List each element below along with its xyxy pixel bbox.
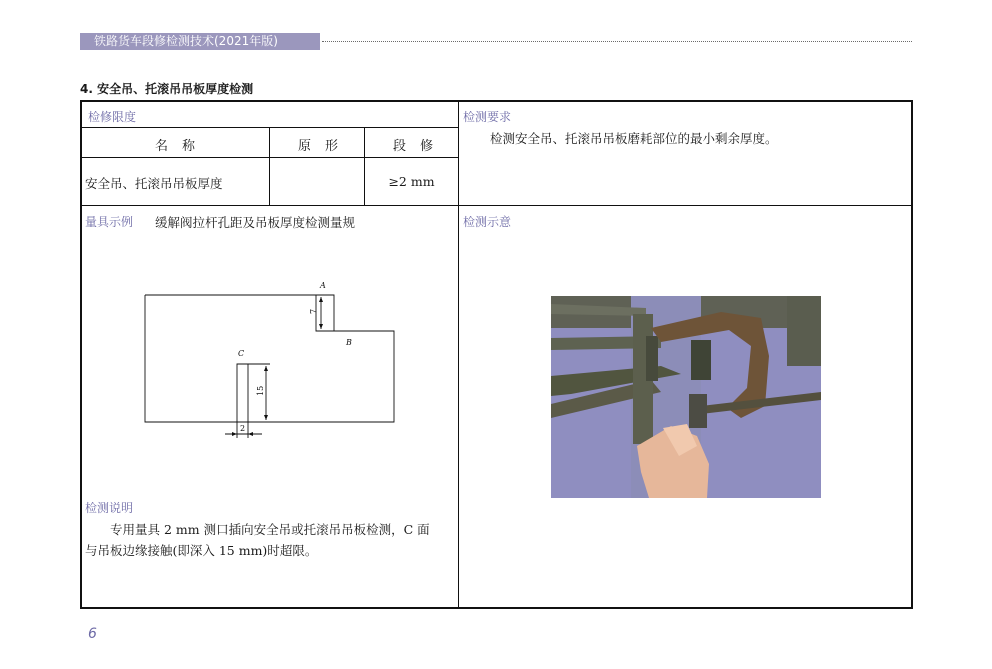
limits-row-name: 安全吊、托滚吊吊板厚度 <box>85 176 223 191</box>
requirement-label: 检测要求 <box>463 110 512 124</box>
arrow-c-bottom <box>264 415 268 420</box>
inspection-photo-drawing <box>551 296 821 498</box>
row-divider <box>81 205 912 206</box>
gauge-label: 量具示例 <box>85 215 134 229</box>
dim-a-value: 7 <box>309 308 318 314</box>
arrow-a-top <box>319 297 323 302</box>
arrow-a-bottom <box>319 324 323 329</box>
label-b: B <box>346 338 352 347</box>
explanation-label: 检测说明 <box>85 501 134 515</box>
col-header-repair: 段修 <box>392 139 447 154</box>
gauge-diagram <box>140 278 410 443</box>
label-a: A <box>320 281 326 290</box>
section-title: 4. 安全吊、托滚吊吊板厚度检测 <box>80 82 254 96</box>
gauge-outline <box>145 295 394 422</box>
header-dotted-rule <box>322 41 912 42</box>
arrow-width-left <box>232 432 237 436</box>
illustration-label: 检测示意 <box>463 215 512 229</box>
dim-c-value: 15 <box>256 385 265 396</box>
inspection-photo <box>551 296 821 498</box>
requirement-text: 检测安全吊、托滚吊吊板磨耗部位的最小剩余厚度。 <box>490 131 778 146</box>
label-c: C <box>238 349 245 358</box>
dim-width-value: 2 <box>240 424 246 433</box>
arrow-width-right <box>248 432 253 436</box>
running-header-tab <box>80 33 320 50</box>
page-number: 6 <box>88 626 97 642</box>
notch-a <box>316 295 334 331</box>
book-title: 铁路货车段修检测技术(2021年版) <box>94 34 278 48</box>
col-header-original: 原形 <box>297 139 352 154</box>
limits-row-repair: ≥2 mm <box>388 174 435 189</box>
arrow-c-top <box>264 366 268 371</box>
gauge-name: 缓解阀拉杆孔距及吊板厚度检测量规 <box>155 215 356 230</box>
explanation-line-2: 与吊板边缘接触(即深入 15 mm)时超限。 <box>85 543 318 558</box>
limits-label: 检修限度 <box>88 110 137 124</box>
column-divider <box>458 101 459 608</box>
slot-c <box>237 364 248 422</box>
explanation-line-1: 专用量具 2 mm 测口插向安全吊或托滚吊吊板检测，C 面 <box>110 522 430 537</box>
col-header-name: 名称 <box>154 139 209 154</box>
